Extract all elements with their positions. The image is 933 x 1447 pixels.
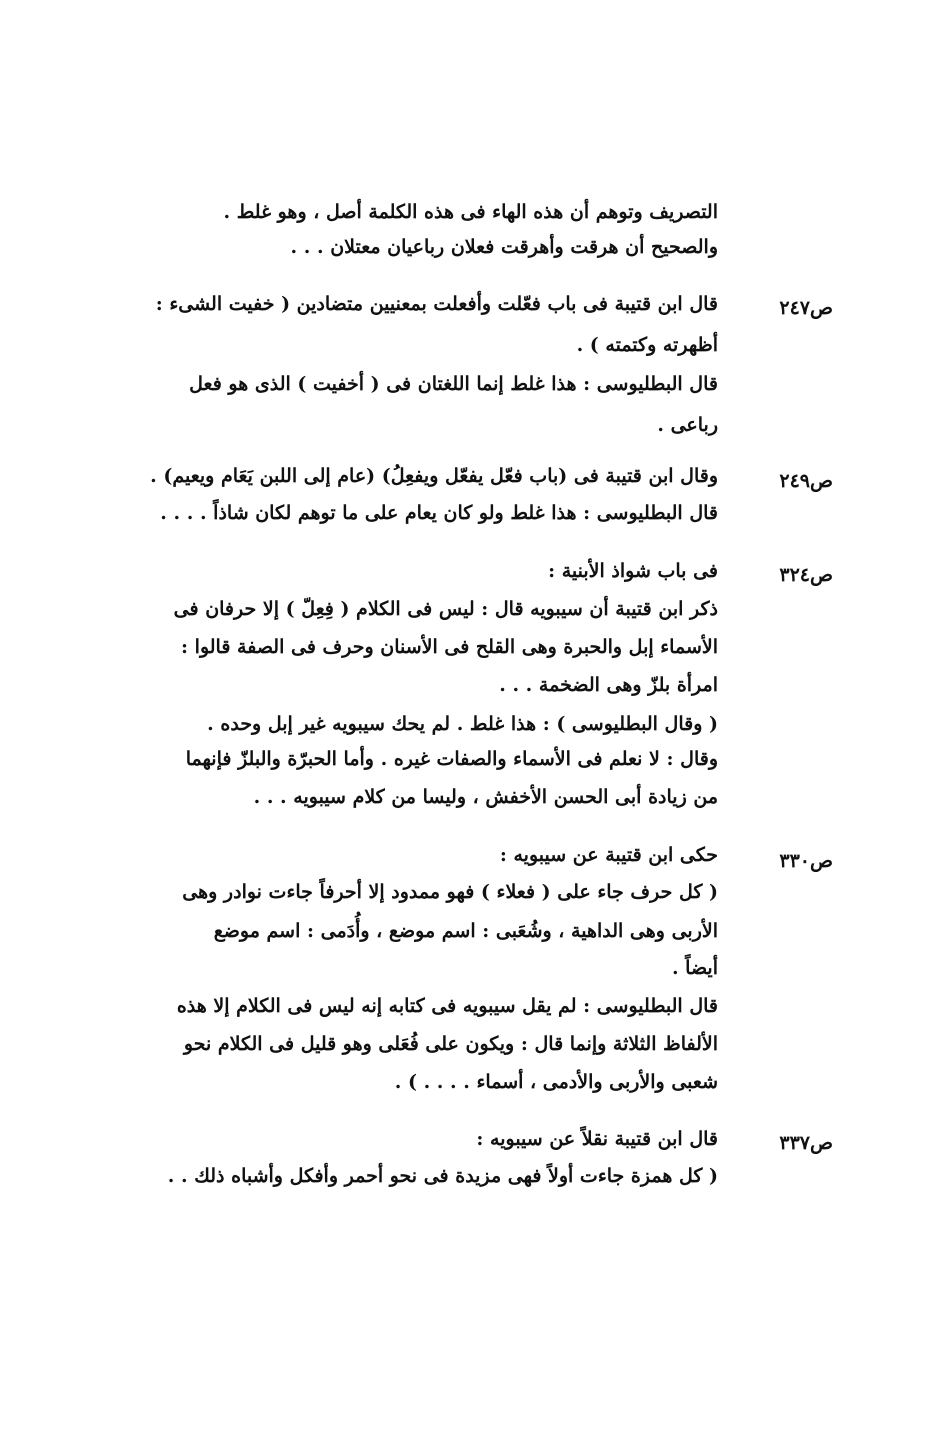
page-reference: ص٢٤٩ <box>779 470 833 492</box>
page-reference: ص٢٤٧ <box>779 297 833 319</box>
entry-line: قال البطليوسى : هذا غلط إنما اللغتان فى ( أخفيت ) الذى هو فعل <box>189 373 718 395</box>
page-reference: ص٣٣٠ <box>779 850 833 872</box>
entry-line: ذكر ابن قتيبة أن سيبويه قال : ليس فى الكلام ( فِعِلّ ) إلا حرفان فى <box>173 598 718 620</box>
entry-line: ( وقال البطليوسى ) : هذا غلط . لم يحك سيبويه غير إبل وحده . <box>207 713 718 735</box>
entry-line: ( كل حرف جاء على ( فعلاء ) فهو ممدود إلا أحرفاً جاءت نوادر وهى <box>182 881 718 903</box>
entry-line: أيضاً . <box>671 957 718 979</box>
intro-line: التصريف وتوهم أن هذه الهاء فى هذه الكلمة أصل ، وهو غلط . <box>223 201 718 223</box>
entry-line: الألفاظ الثلاثة وإنما قال : ويكون على فُعَلى وهو قليل فى الكلام نحو <box>183 1033 718 1055</box>
entry-line: أظهرته وكتمته ) . <box>576 334 718 356</box>
entry-line: الأربى وهى الداهية ، وشُعَبى : اسم موضع ، وأُدَمى : اسم موضع <box>213 920 718 942</box>
entry-line: قال ابن قتيبة نقلاً عن سيبويه : <box>476 1128 718 1150</box>
entry-line: امرأة بلزّ وهى الضخمة . . . <box>499 674 718 696</box>
entry-line: شعبى والأربى والأدمى ، أسماء . . . . ) . <box>394 1071 718 1093</box>
entry-line: وقال ابن قتيبة فى (باب فعّل يفعّل ويفعِلُ) (عام إلى اللبن يَعَام ويعيم) . <box>150 465 718 487</box>
entry-line: الأسماء إبل والحبرة وهى القلح فى الأسنان وحرف فى الصفة قالوا : <box>181 636 718 658</box>
entry-line: حكى ابن قتيبة عن سيبويه : <box>499 844 718 866</box>
entry-line: قال البطليوسى : هذا غلط ولو كان يعام على ما توهم لكان شاذاً . . . . <box>160 502 718 524</box>
entry-line: وقال : لا نعلم فى الأسماء والصفات غيره . وأما الحبرّة والبلزّ فإنهما <box>185 748 718 770</box>
page-reference: ص٣٢٤ <box>779 564 833 586</box>
entry-line: رباعى . <box>657 414 718 436</box>
entry-line: قال ابن قتيبة فى باب فعّلت وأفعلت بمعنيين متضادين ( خفيت الشىء : <box>155 293 718 315</box>
entry-line: من زيادة أبى الحسن الأخفش ، وليسا من كلام سيبويه . . . <box>253 786 718 808</box>
entry-line: ( كل همزة جاءت أولاً فهى مزيدة فى نحو أحمر وأفكل وأشباه ذلك . . <box>167 1165 718 1187</box>
page-reference: ص٣٣٧ <box>779 1132 833 1154</box>
entry-line: قال البطليوسى : لم يقل سيبويه فى كتابه إنه ليس فى الكلام إلا هذه <box>176 995 718 1017</box>
entry-line: فى باب شواذ الأبنية : <box>548 560 718 582</box>
intro-line: والصحيح أن هرقت وأهرقت فعلان رباعيان معتلان . . . <box>290 236 718 258</box>
